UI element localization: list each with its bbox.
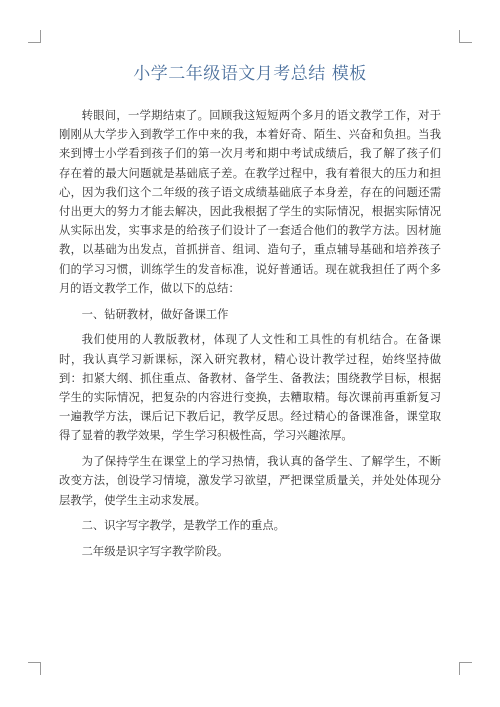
crop-mark-bottom-left [28,662,41,675]
paragraph-section-1: 我们使用的人教版教材，体现了人文性和工具性的有机结合。在备课时，我认真学习新课标，深入研究教材，精心设计教学过程，始终坚持做到：扣紧大纲、抓住重点、备教材、备学生、备教法；围绕教学目标，根据学生的实际情况，把复杂的内容进行变换，去糟取精。每次课前再重新复习一遍教学方法，课后记下教后记，教学反思。经过精心的备课准备，课堂取得了显着的教学效果，学生学习积极性高，学习兴趣浓厚。 [59,333,441,443]
paragraph-section-2: 二年级是识字写字教学阶段。 [81,545,229,559]
paragraph-section-1-continued: 为了保持学生在课堂上的学习热情，我认真的备学生、了解学生，不断改变方法，创设学习情境，激发学习欲望，严把课堂质量关，并处处体现分层教学，使学生主动求发展。 [59,455,441,507]
document-body [59,106,441,568]
crop-mark-bottom-right [459,662,472,675]
document-title: 小学二年级语文月考总结 模板 [133,64,367,84]
section-heading-2: 二、识字写字教学，是教学工作的重点。 [81,519,285,533]
section-heading-1: 一、钻研教材，做好备课工作 [81,307,229,321]
paragraph-intro: 转眼间，一学期结束了。回顾我这短短两个多月的语文教学工作，对于刚刚从大学步入到教学工作中来的我，本着好奇、陌生、兴奋和负担。当我来到博士小学看到孩子们的第一次月考和期中考试成绩后，我了解了孩子们存在着的最大问题就是基础底子差。在教学过程中，我有着很大的压力和担心，因为我们这个二年级的孩子语文成绩基础底子本身差，存在的问题还需付出更大的努力才能去解决，因此我根据了学生的实际情况，根据实际情况从实际出发，实事求是的给孩子们设计了一套适合他们的教学方法。因材施教，以基础为出发点，首抓拼音、组词、造句子，重点辅导基础和培养孩子们的学习习惯，训练学生的发音标准，说好普通话。现在就我担任了两个多月的语文教学工作，做以下的总结： [59,109,441,295]
crop-mark-top-left [28,30,41,43]
crop-mark-top-right [459,30,472,43]
